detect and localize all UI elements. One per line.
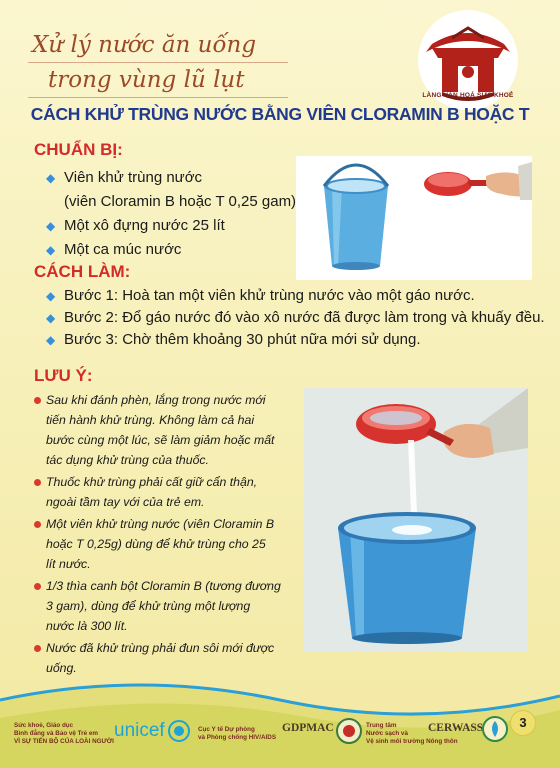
list-item — [46, 240, 181, 260]
note-item — [46, 576, 296, 636]
note-line: Một viên khử trùng nước (viên Cloramin B — [46, 517, 275, 531]
list-item — [46, 286, 475, 306]
note-line: nước là 300 lít. — [46, 619, 128, 633]
list-item — [64, 192, 296, 212]
list-item — [46, 330, 420, 350]
note-item — [46, 390, 296, 470]
list-item — [46, 308, 545, 328]
note-line: Thuốc khử trùng phải cất giữ cẩn thận, — [46, 475, 258, 489]
list-item — [46, 216, 225, 236]
red-dot-bullet-icon — [34, 397, 41, 404]
diamond-bullet-icon: ◆ — [46, 243, 56, 257]
note-line: Nước đã khử trùng phải đun sôi mới được — [46, 641, 275, 655]
footer-line: Trung tâm — [366, 722, 397, 729]
note-line: bước cùng một lúc, sẽ làm giảm hoặc mất — [46, 433, 275, 447]
note-line: tiến hành khử trùng. Không làm cả hai — [46, 413, 255, 427]
diamond-bullet-icon: ◆ — [46, 311, 56, 325]
note-item — [46, 472, 296, 512]
note-line: lít nước. — [46, 557, 91, 571]
footer-wave-decoration — [0, 660, 560, 768]
red-dot-bullet-icon — [34, 521, 41, 528]
list-item-text: Bước 3: Chờ thêm khoảng 30 phút nữa mới sử dụng. — [64, 331, 421, 348]
footer-line: Sức khoẻ, Giáo dục — [14, 722, 74, 729]
bucket-and-ladle-illustration — [296, 156, 532, 280]
list-item-text: Một xô đựng nước 25 lít — [64, 217, 225, 234]
diamond-bullet-icon: ◆ — [46, 171, 56, 185]
note-line: tác dụng khử trùng của thuốc. — [46, 453, 209, 467]
list-item-text: (viên Cloramin B hoặc T 0,25 gam) — [64, 193, 297, 210]
logo-caption: LÀNG VĂN HOÁ SỨC KHOẺ — [422, 92, 514, 99]
footer-partner-text — [198, 726, 276, 742]
pouring-water-illustration — [304, 388, 528, 652]
footer-line: Bình đẳng và Bảo vệ Trẻ em — [14, 730, 98, 737]
list-item-text: Bước 2: Đổ gáo nước đó vào xô nước đã được làm trong và khuấy đều. — [64, 309, 545, 326]
list-item-text: Bước 1: Hoà tan một viên khử trùng nước vào một gáo nước. — [64, 287, 475, 304]
list-item-text: Viên khử trùng nước — [64, 169, 203, 186]
diamond-bullet-icon: ◆ — [46, 333, 56, 347]
red-dot-bullet-icon — [34, 583, 41, 590]
footer-line: VÌ SỰ TIẾN BỘ CỦA LOÀI NGƯỜI — [14, 738, 114, 745]
ministry-seal-icon — [336, 718, 362, 744]
footer-line: và Phòng chống HIV/AIDS — [198, 734, 277, 741]
title-line-1: Xử lý nước ăn uống — [28, 28, 288, 63]
note-line: 1/3 thìa canh bột Cloramin B (tương đương — [46, 579, 281, 593]
note-line: hoặc T 0,25g) dùng để khử trùng cho 25 — [46, 537, 266, 551]
cerwass-emblem-icon — [482, 716, 508, 742]
cerwass-logo-text: CERWASS — [428, 722, 484, 734]
red-dot-bullet-icon — [34, 645, 41, 652]
page-title — [28, 28, 288, 98]
red-dot-bullet-icon — [34, 479, 41, 486]
unicef-logo-text: unicef — [114, 720, 165, 741]
unicef-globe-icon — [168, 720, 190, 742]
health-village-logo — [412, 8, 524, 118]
footer-line: Vệ sinh môi trường Nông thôn — [366, 738, 458, 745]
gdpmac-logo-text: GDPMAC — [282, 722, 334, 734]
diamond-bullet-icon: ◆ — [46, 219, 56, 233]
section-heading-luu-y: LƯU Ý: — [34, 366, 93, 385]
note-item — [46, 514, 296, 574]
main-heading: CÁCH KHỬ TRÙNG NƯỚC BẰNG VIÊN CLORAMIN B HOẶC T — [30, 104, 530, 124]
footer-partner-text — [14, 722, 114, 746]
note-line: uống. — [46, 661, 77, 675]
page-number: 3 — [510, 710, 536, 736]
list-item-text: Một ca múc nước — [64, 241, 182, 258]
footer-line: Cục Y tế Dự phòng — [198, 726, 255, 733]
note-line: 3 gam), dùng để khử trùng một lượng — [46, 599, 251, 613]
note-line: ngoài tầm tay với của trẻ em. — [46, 495, 205, 509]
diamond-bullet-icon: ◆ — [46, 289, 56, 303]
title-line-2: trong vùng lũ lụt — [28, 63, 288, 98]
footer-line: Nước sạch và — [366, 730, 408, 737]
note-line: Sau khi đánh phèn, lắng trong nước mới — [46, 393, 266, 407]
section-heading-cach-lam: CÁCH LÀM: — [34, 262, 131, 281]
list-item — [46, 168, 202, 188]
section-heading-chuan-bi: CHUẨN BỊ: — [34, 140, 123, 159]
